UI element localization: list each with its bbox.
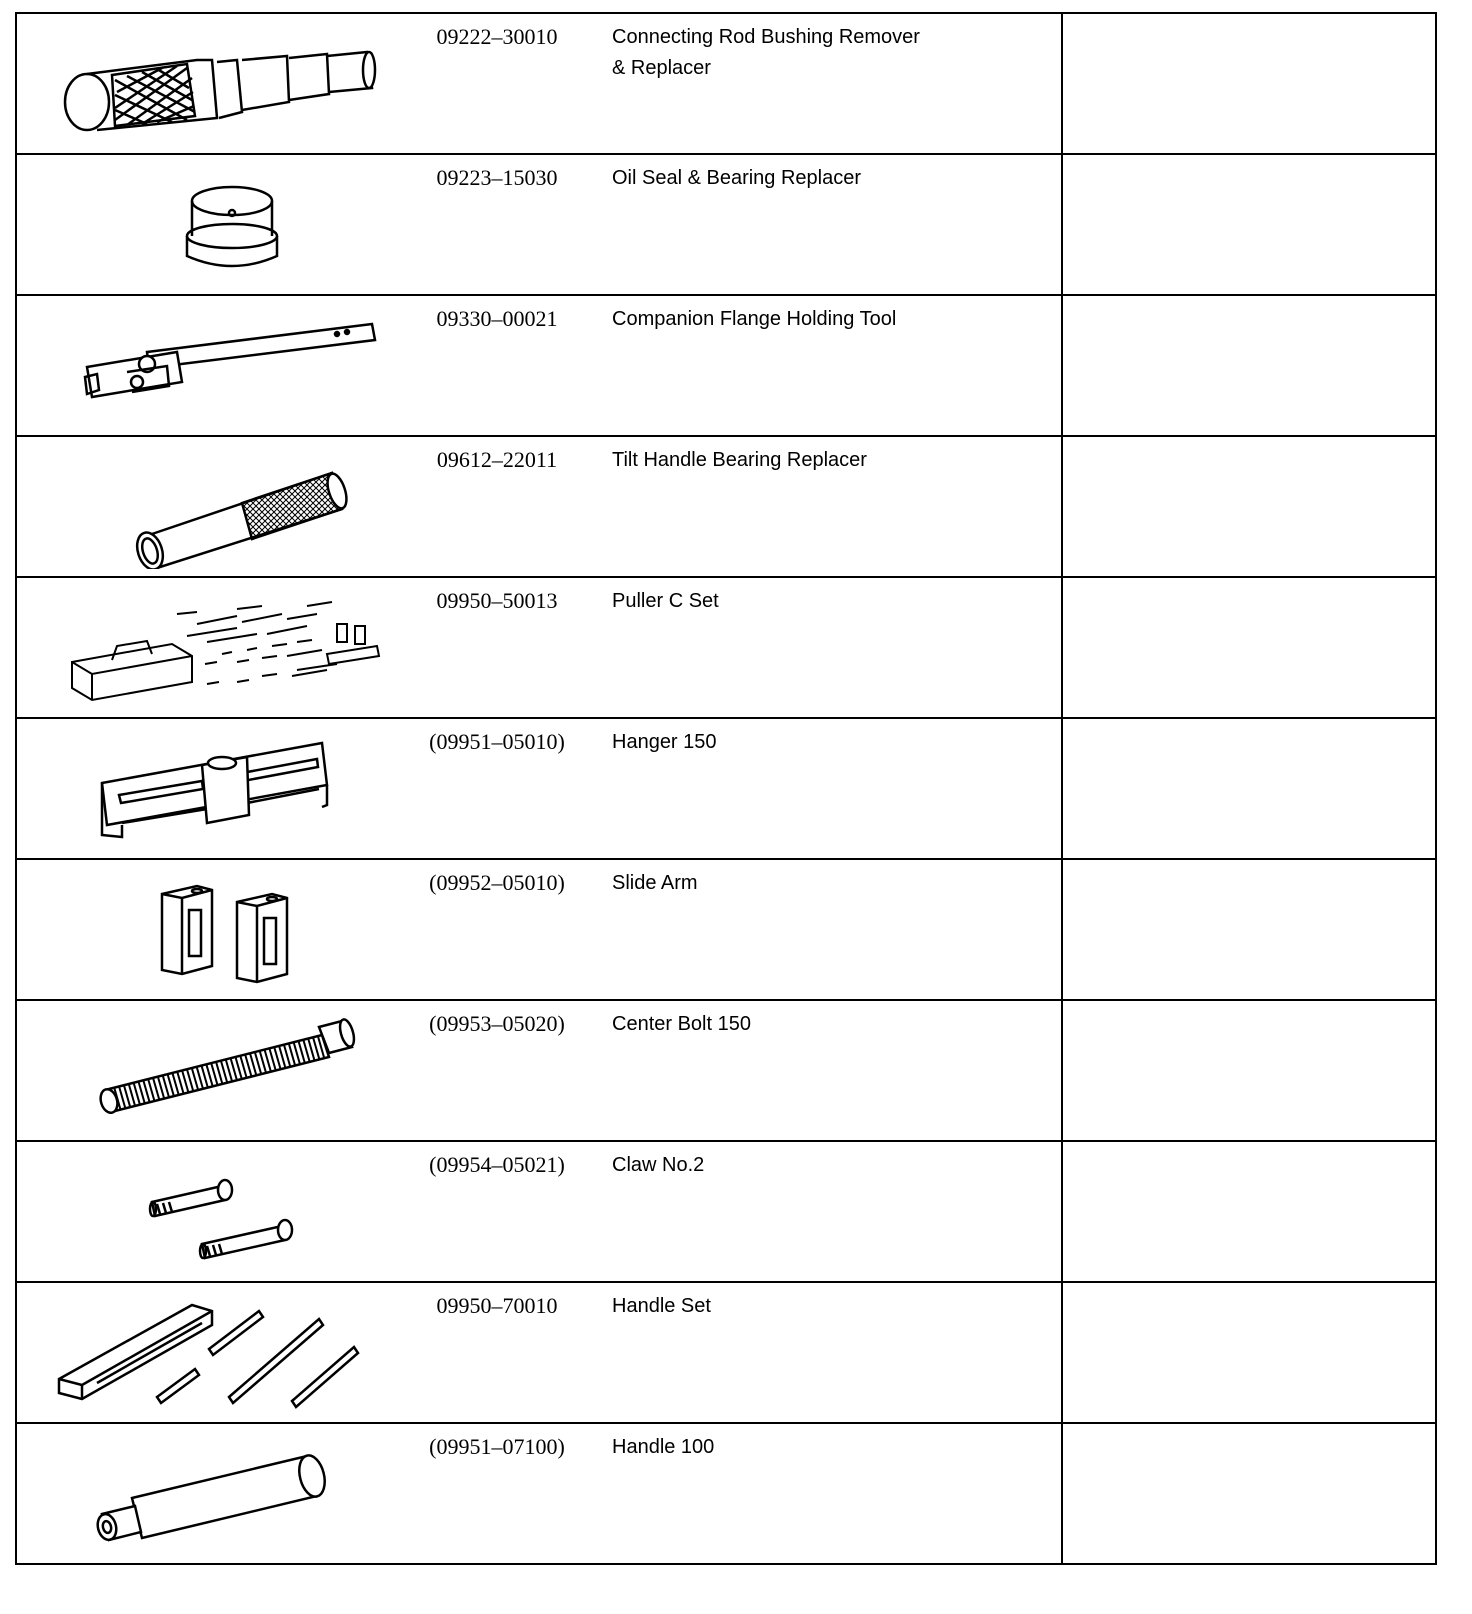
tool-cell: [16, 1141, 1062, 1282]
part-number: (09953–05020): [429, 1011, 565, 1036]
tool-name: Center Bolt 150: [612, 1013, 751, 1035]
tool-name: Puller C Set: [612, 590, 719, 612]
part-number: (09952–05010): [429, 870, 565, 895]
table-row: [16, 577, 1436, 718]
bushing-remover-icon: [37, 20, 397, 146]
tool-name: Claw No.2: [612, 1154, 705, 1176]
remarks-cell: [1062, 859, 1436, 1000]
bearing-replacer-icon: [37, 443, 397, 569]
remarks-cell: [1062, 1282, 1436, 1423]
part-number: 09950–50013: [436, 588, 558, 613]
part-number: 09222–30010: [436, 24, 558, 49]
tool-name: Hanger 150: [612, 731, 717, 753]
tool-cell: [16, 13, 1062, 154]
puller-set-icon: [37, 584, 397, 710]
remarks-cell: [1062, 295, 1436, 436]
tool-cell: [16, 1000, 1062, 1141]
table-row: [16, 718, 1436, 859]
hanger-icon: [37, 725, 397, 851]
tool-name: Slide Arm: [612, 872, 698, 894]
handle-set-icon: [37, 1289, 397, 1415]
tool-cell: [16, 577, 1062, 718]
flange-holding-tool-icon: [37, 302, 397, 428]
remarks-cell: [1062, 1423, 1436, 1564]
tool-cell: [16, 1282, 1062, 1423]
table-row: [16, 1282, 1436, 1423]
part-number: (09951–07100): [429, 1434, 565, 1459]
tool-cell: [16, 1423, 1062, 1564]
tool-name: Tilt Handle Bearing Replacer: [612, 449, 867, 471]
table-row: [16, 1423, 1436, 1564]
part-number: 09950–70010: [436, 1293, 558, 1318]
slide-arm-icon: [37, 866, 397, 992]
remarks-cell: [1062, 154, 1436, 295]
remarks-cell: [1062, 13, 1436, 154]
part-number: (09954–05021): [429, 1152, 565, 1177]
part-number: 09330–00021: [436, 306, 558, 331]
tool-cell: [16, 154, 1062, 295]
table-row: [16, 1000, 1436, 1141]
table-row: [16, 436, 1436, 577]
tool-cell: [16, 295, 1062, 436]
remarks-cell: [1062, 1141, 1436, 1282]
seal-replacer-icon: [37, 161, 397, 287]
center-bolt-icon: [37, 1007, 397, 1133]
table-row: [16, 154, 1436, 295]
claw-icon: [37, 1148, 397, 1274]
table-row: [16, 295, 1436, 436]
part-number: (09951–05010): [429, 729, 565, 754]
tool-name: Handle Set: [612, 1295, 711, 1317]
tool-name: Handle 100: [612, 1436, 715, 1458]
tool-cell: [16, 436, 1062, 577]
remarks-cell: [1062, 436, 1436, 577]
table-row: [16, 859, 1436, 1000]
tool-cell: [16, 718, 1062, 859]
handle-icon: [37, 1430, 397, 1556]
special-tools-table: [15, 12, 1437, 1565]
tool-name: Oil Seal & Bearing Replacer: [612, 167, 862, 189]
part-number: 09612–22011: [436, 447, 558, 472]
tool-cell: [16, 859, 1062, 1000]
part-number: 09223–15030: [436, 165, 558, 190]
table-row: [16, 13, 1436, 154]
tool-name: Connecting Rod Bushing Remover & Replacer: [612, 26, 920, 79]
remarks-cell: [1062, 718, 1436, 859]
tool-name: Companion Flange Holding Tool: [612, 308, 897, 330]
remarks-cell: [1062, 577, 1436, 718]
remarks-cell: [1062, 1000, 1436, 1141]
table-row: [16, 1141, 1436, 1282]
